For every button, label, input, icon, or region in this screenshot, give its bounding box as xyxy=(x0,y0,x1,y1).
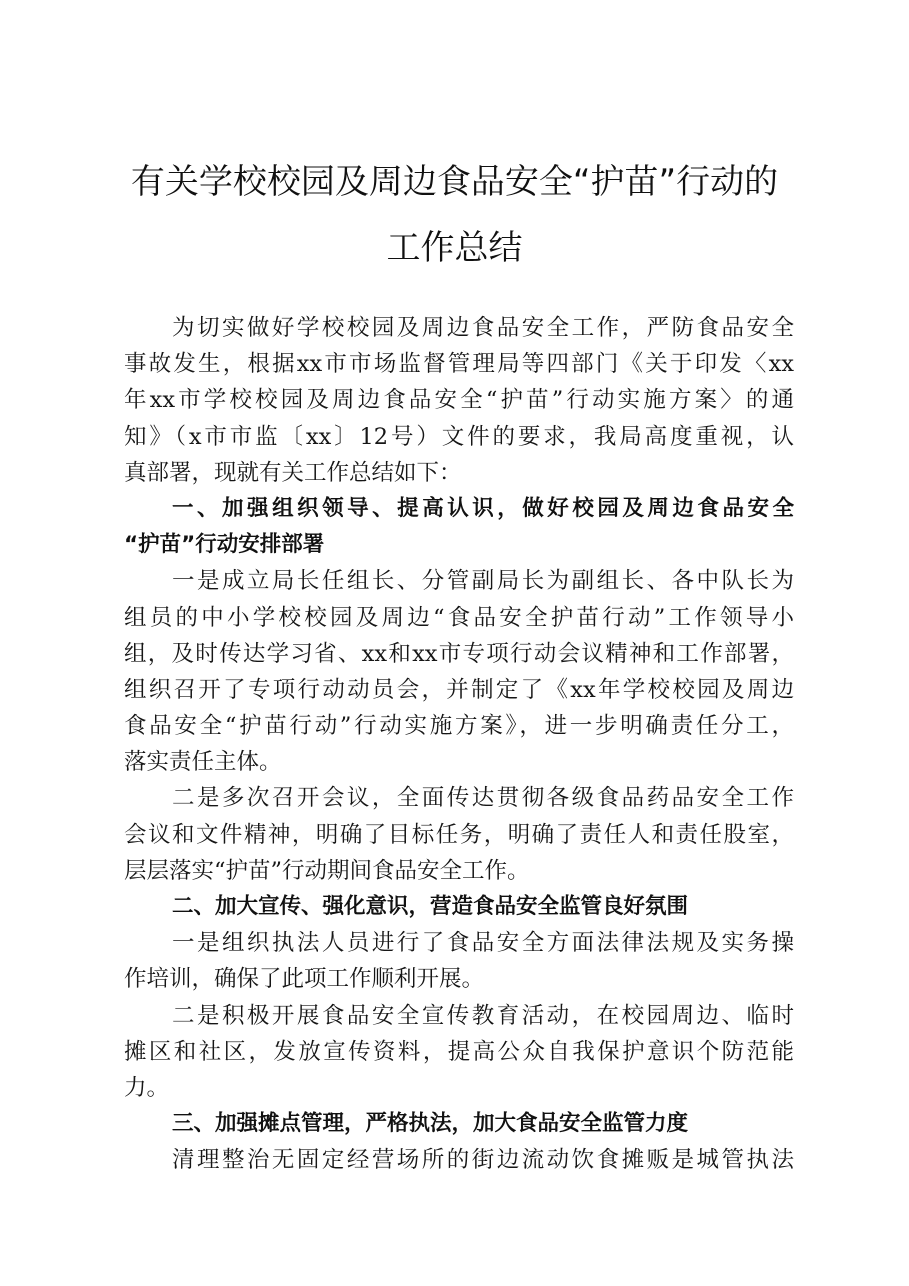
paragraph-line: 清理整治无固定经营场所的街边流动饮食摊贩是城管执法 xyxy=(172,1147,794,1174)
paragraph-line: 真部署，现就有关工作总结如下： xyxy=(124,459,462,486)
section-heading-line: 二、加大宣传、强化意识，营造食品安全监管良好氛围 xyxy=(172,894,689,919)
paragraph-line: 力。 xyxy=(124,1074,170,1101)
document-title-line-1: 有关学校校园及周边食品安全“护苗”行动的 xyxy=(130,162,779,202)
document-title-line-2: 工作总结 xyxy=(386,228,523,268)
paragraph-line: 一是组织执法人员进行了食品安全方面法律法规及实务操 xyxy=(172,930,794,957)
paragraph-line: 组员的中小学校校园及周边“食品安全护苗行动”工作领导小 xyxy=(124,604,794,631)
paragraph-line: 组，及时传达学习省、xx和xx市专项行动会议精神和工作部署， xyxy=(124,640,794,667)
paragraph-line: 落实责任主体。 xyxy=(124,749,282,776)
paragraph-line: 二是积极开展食品安全宣传教育活动，在校园周边、临时 xyxy=(172,1002,794,1029)
paragraph-line: 层层落实“护苗”行动期间食品安全工作。 xyxy=(124,857,530,884)
paragraph-line: 二是多次召开会议，全面传达贯彻各级食品药品安全工作 xyxy=(172,785,794,812)
paragraph-line: 一是成立局长任组长、分管副局长为副组长、各中队长为 xyxy=(172,568,794,595)
paragraph-line: 知》（x市市监〔xx〕12号）文件的要求，我局高度重视，认 xyxy=(124,423,794,450)
paragraph-line: 组织召开了专项行动动员会，并制定了《xx年学校校园及周边 xyxy=(124,676,794,703)
paragraph-line: 食品安全“护苗行动”行动实施方案》，进一步明确责任分工， xyxy=(124,713,794,740)
paragraph-line: 会议和文件精神，明确了目标任务，明确了责任人和责任股室， xyxy=(124,821,794,848)
section-heading-line: 一、加强组织领导、提高认识，做好校园及周边食品安全 xyxy=(172,495,794,521)
paragraph-line: 作培训，确保了此项工作顺利开展。 xyxy=(124,966,485,993)
paragraph-line: 事故发生，根据xx市市场监督管理局等四部门《关于印发〈xx xyxy=(124,351,794,378)
document-body xyxy=(124,310,794,1179)
paragraph-line: 年xx市学校校园及周边食品安全“护苗”行动实施方案〉的通 xyxy=(124,387,794,414)
section-heading-line: 三、加强摊点管理，严格执法，加大食品安全监管力度 xyxy=(172,1111,689,1137)
section-heading-line: “护苗”行动安排部署 xyxy=(124,532,325,558)
paragraph-line: 摊区和社区，发放宣传资料，提高公众自我保护意识个防范能 xyxy=(124,1038,794,1065)
paragraph-line: 为切实做好学校校园及周边食品安全工作，严防食品安全 xyxy=(172,315,794,341)
